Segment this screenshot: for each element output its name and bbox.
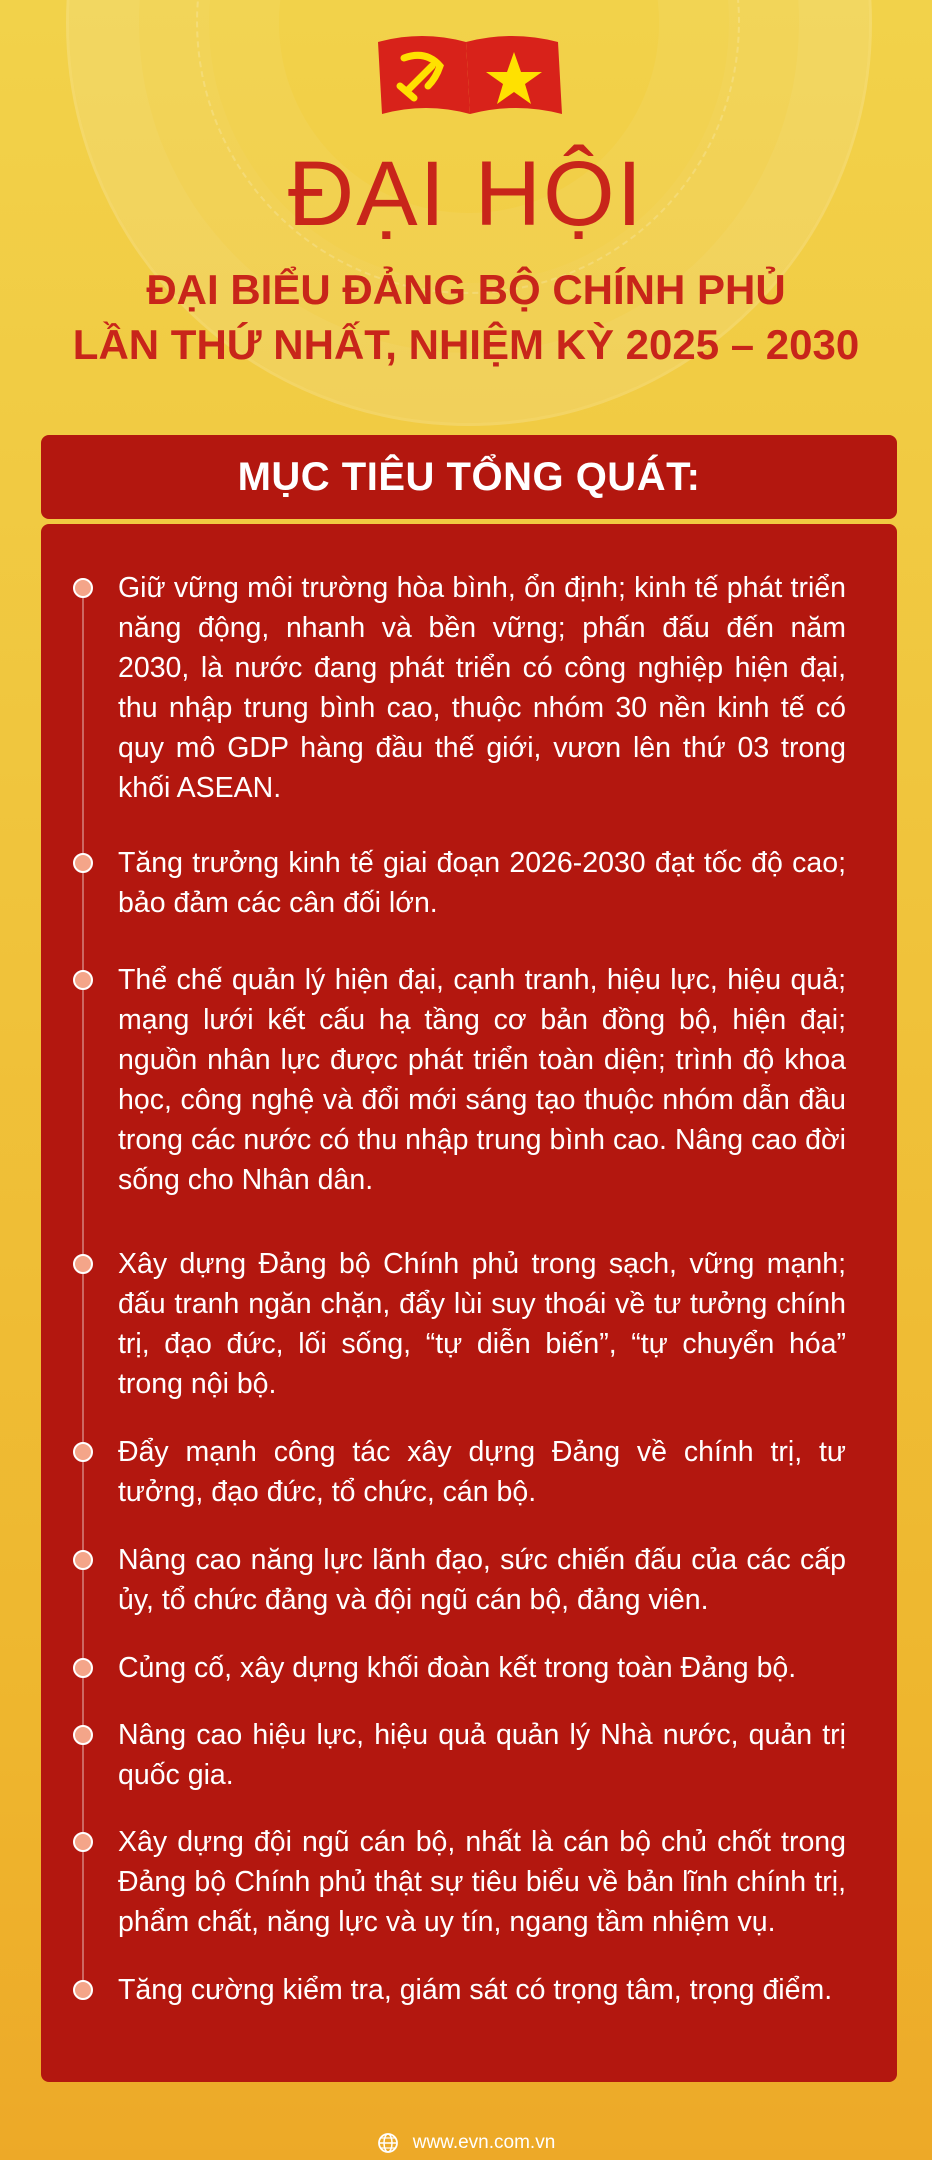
bullet-icon — [73, 1832, 93, 1852]
bullet-icon — [73, 853, 93, 873]
list-item-text: Nâng cao hiệu lực, hiệu quả quản lý Nhà nước, quản trị quốc gia. — [118, 1719, 846, 1791]
title-line-2: LẦN THỨ NHẤT, NHIỆM KỲ 2025 – 2030 — [72, 321, 860, 368]
list-item-text: Xây dựng Đảng bộ Chính phủ trong sạch, vững mạnh; đấu tranh ngăn chặn, đẩy lùi suy thoái về tư tưởng chính trị, đạo đức, lối sống, “tự diễn biến”, “tự chuyển hóa” trong nội bộ. — [118, 1248, 846, 1400]
footer — [0, 2128, 932, 2158]
bullet-icon — [73, 1254, 93, 1274]
timeline-line — [82, 590, 84, 1990]
bullet-icon — [73, 578, 93, 598]
section-heading-box — [41, 435, 897, 519]
party-flag-icon — [378, 36, 470, 114]
title-main: ĐẠI HỘI — [287, 143, 645, 245]
list-item-text: Giữ vững môi trường hòa bình, ổn định; kinh tế phát triển năng động, nhanh và bền vững; phấn đấu đến năm 2030, là nước đang phát triển có công nghiệp hiện đại, thu nhập trung bình cao, thuộc nhóm 30 nền kinh tế có quy mô GDP hàng đầu thế giới, vươn lên thứ 03 trong khối ASEAN. — [118, 572, 846, 804]
list-item-text: Thể chế quản lý hiện đại, cạnh tranh, hiệu lực, hiệu quả; mạng lưới kết cấu hạ tầng cơ bản đồng bộ, hiện đại; nguồn nhân lực được phát triển toàn diện; trình độ khoa học, công nghệ và đổi mới sáng tạo thuộc nhóm dẫn đầu trong các nước có thu nhập trung bình cao. Nâng cao đời sống cho Nhân dân. — [118, 964, 846, 1196]
title-line-1: ĐẠI BIỂU ĐẢNG BỘ CHÍNH PHỦ — [146, 266, 786, 313]
list-item-text: Tăng cường kiểm tra, giám sát có trọng tâm, trọng điểm. — [118, 1974, 833, 2006]
bullet-icon — [73, 1550, 93, 1570]
list-item-text: Củng cố, xây dựng khối đoàn kết trong toàn Đảng bộ. — [118, 1652, 797, 1684]
bullet-icon — [73, 970, 93, 990]
bullet-icon — [73, 1725, 93, 1745]
section-heading: MỤC TIÊU TỔNG QUÁT: — [237, 454, 701, 499]
list-item-text: Nâng cao năng lực lãnh đạo, sức chiến đấu của các cấp ủy, tổ chức đảng và đội ngũ cán bộ, đảng viên. — [118, 1544, 846, 1616]
list-item-text: Xây dựng đội ngũ cán bộ, nhất là cán bộ chủ chốt trong Đảng bộ Chính phủ thật sự tiêu biểu về bản lĩnh chính trị, phẩm chất, năng lực và uy tín, ngang tầm nhiệm vụ. — [118, 1826, 846, 1938]
bullet-icon — [73, 1442, 93, 1462]
globe-icon — [377, 2132, 399, 2154]
title-subtitle — [0, 262, 932, 372]
bullet-icon — [73, 1658, 93, 1678]
bullet-icon — [73, 1980, 93, 2000]
footer-url[interactable]: www.evn.com.vn — [412, 2132, 556, 2153]
flags-emblem — [374, 28, 564, 128]
list-item-text: Tăng trưởng kinh tế giai đoạn 2026-2030 đạt tốc độ cao; bảo đảm các cân đối lớn. — [118, 847, 846, 919]
national-flag-icon — [466, 36, 562, 114]
list-item-text: Đẩy mạnh công tác xây dựng Đảng về chính trị, tư tưởng, đạo đức, tổ chức, cán bộ. — [118, 1436, 846, 1508]
